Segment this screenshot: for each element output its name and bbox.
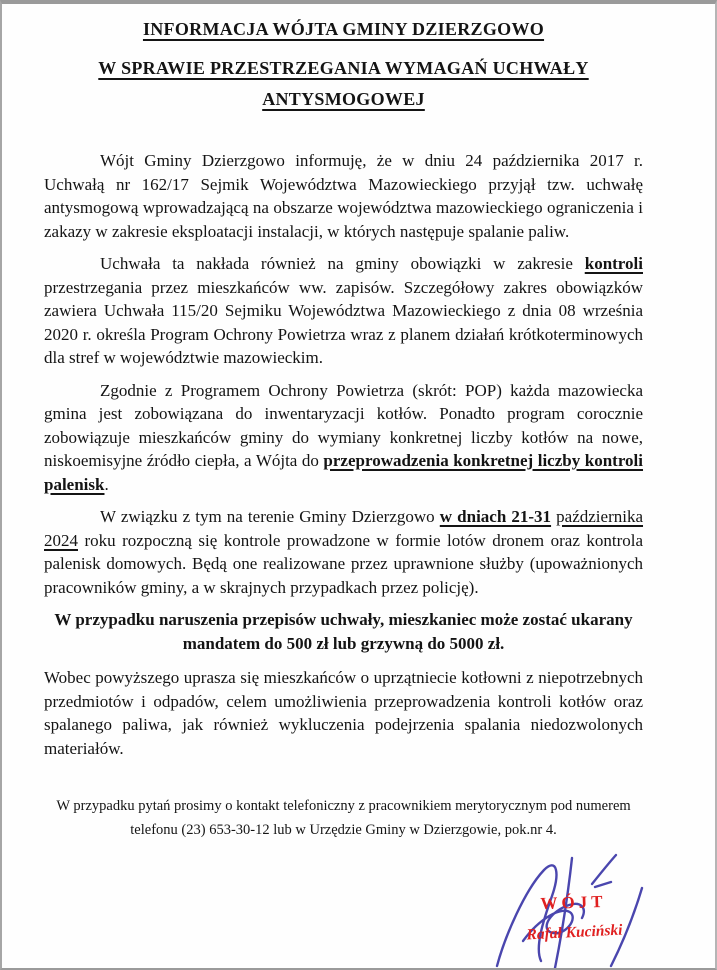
text-segment: Wójt Gminy Dzierzgowo informuję, że w dniu 24 października 2017 r. Uchwałą nr 162/17 Sejmik Województwa Mazowieckiego przyjął tzw. uchwałę antysmogową wprowadzającą na obszarze województwa mazowieckiego ograniczenia i zakazy w zakresie eksploatacji instalacji, w których następuje spalanie paliw. [44, 151, 643, 241]
document-title: INFORMACJA WÓJTA GMINY DZIERZGOWO [142, 19, 545, 39]
paragraph-kontrole-terminy [44, 505, 643, 599]
text-segment: W przypadku naruszenia przepisów uchwały, mieszkaniec może zostać ukarany mandatem do 500 zł lub grzywną do 5000 zł. [54, 610, 633, 653]
document-subtitle: W SPRAWIE PRZESTRZEGANIA WYMAGAŃ UCHWAŁY ANTYSMOGOWEJ [98, 58, 589, 109]
text-segment: przeprowadzenia konkretnej liczby kontroli palenisk [44, 451, 644, 494]
mayor-stamp [498, 891, 650, 943]
paragraph-obowiazki-gmin [44, 252, 643, 370]
text-segment: . [104, 474, 109, 494]
paragraph-program-ochrony-powietrza [44, 379, 643, 497]
text-segment: Zgodnie z Programem Ochrony Powietrza (skrót: POP) każda mazowiecka gmina jest zobowiązana do inwentaryzacji kotłów. Ponadto program corocznie zobowiązuje mieszkańców gminy do wymiany konkretnej liczby kotłów na nowe, niskoemisyjne źródło ciepła, a Wójta do [44, 380, 643, 470]
stamp-title: WÓJT [540, 891, 607, 914]
signature-block [437, 848, 697, 968]
document-body [44, 149, 643, 760]
text-segment: przestrzegania przez mieszkańców ww. zapisów. Szczegółowy zakres obowiązków zawiera Uchwała 115/20 Sejmiku Województwa Mazowieckiego z dnia 08 września 2020 r. określa Program Ochrony Powietrza wraz z planem działań krótkoterminowych dla stref w województwie mazowieckim. [44, 277, 643, 367]
paragraph-kary [44, 608, 643, 655]
paragraph-uchwala-antysmogowa [44, 149, 643, 243]
text-segment: w dniach 21-31 [439, 507, 552, 526]
document-content [2, 4, 715, 842]
text-segment: Wobec powyższego uprasza się mieszkańców o uprzątniecie kotłowni z niepotrzebnych przedmiotów i odpadów, celem umożliwienia przeprowadzenia kontroli kotłów oraz spalanego paliwa, jak również wykluczenia podejrzenia spalania niedozwolonych materiałów. [44, 668, 643, 758]
text-segment: roku rozpoczną się kontrole prowadzone w formie lotów dronem oraz kontrola palenisk domowych. Będą one realizowane przez uprawnione służby (upoważnionych pracowników gminy, a w skrajnych przypadkach przez policję). [44, 530, 643, 597]
stamp-name: Rafał Kuciński [526, 921, 623, 944]
text-segment: Uchwała ta nakłada również na gminy obowiązki w zakresie [100, 254, 585, 273]
paragraph-uprzatniecie-kotlowni [44, 666, 643, 760]
text-segment: października 2024 [44, 507, 644, 550]
contact-note: W przypadku pytań prosimy o kontakt telefoniczny z pracownikiem merytorycznym pod numerem telefonu (23) 653-30-12 lub w Urzędzie Gminy w Dzierzgowie, pok.nr 4. [56, 798, 631, 838]
text-segment: W związku z tym na terenie Gminy Dzierzgowo [100, 507, 440, 526]
text-segment: kontroli [584, 254, 643, 273]
